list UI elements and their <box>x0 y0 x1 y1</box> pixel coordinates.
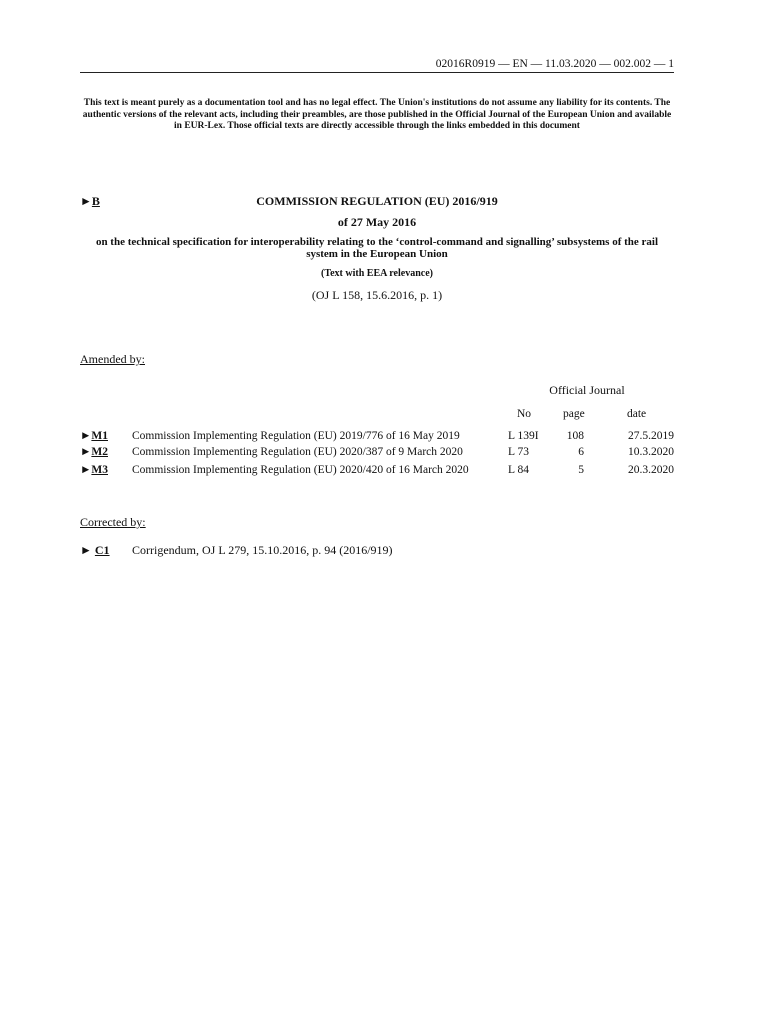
eea-relevance: (Text with EEA relevance) <box>321 268 433 279</box>
marker-arrow-icon: ► <box>80 430 92 442</box>
amendment-oj-date: 20.3.2020 <box>628 464 674 476</box>
marker-arrow-icon: ► <box>80 543 92 557</box>
amended-by-heading: Amended by: <box>80 352 145 366</box>
amendment-oj-date: 10.3.2020 <box>628 446 674 458</box>
regulation-title: COMMISSION REGULATION (EU) 2016/919 <box>256 194 498 208</box>
amendment-oj-number: L 84 <box>508 464 529 476</box>
amendment-marker[interactable] <box>80 464 108 476</box>
document-reference: 02016R0919 — EN — 11.03.2020 — 002.002 — 1 <box>435 58 674 70</box>
marker-arrow-icon: ► <box>80 464 92 476</box>
corrigendum-description: Corrigendum, OJ L 279, 15.10.2016, p. 94 (2016/919) <box>132 543 393 557</box>
corrigendum-code-link[interactable]: C1 <box>94 543 110 557</box>
column-header-date: date <box>627 408 647 420</box>
corrigendum-marker[interactable] <box>80 543 110 558</box>
amendment-code-link[interactable]: M3 <box>91 464 108 476</box>
amendment-oj-page: 6 <box>578 446 584 458</box>
amendment-oj-number: L 139I <box>508 430 539 442</box>
amendment-oj-page: 108 <box>566 430 584 442</box>
marker-arrow-icon: ► <box>80 194 92 208</box>
official-journal-heading: Official Journal <box>549 383 625 397</box>
amendment-oj-page: 5 <box>578 464 584 476</box>
column-header-no: No <box>517 408 532 420</box>
header-rule <box>80 72 674 73</box>
marker-arrow-icon: ► <box>80 446 92 458</box>
amendment-description: Commission Implementing Regulation (EU) 2019/776 of 16 May 2019 <box>132 430 460 442</box>
amendment-oj-number: L 73 <box>508 446 529 458</box>
amendment-marker[interactable] <box>80 430 108 442</box>
corrected-by-heading: Corrected by: <box>80 515 146 529</box>
column-header-page: page <box>563 408 585 420</box>
regulation-date: of 27 May 2016 <box>337 215 417 229</box>
amendment-description: Commission Implementing Regulation (EU) 2020/420 of 16 March 2020 <box>132 464 469 476</box>
oj-reference: (OJ L 158, 15.6.2016, p. 1) <box>311 288 443 302</box>
marker-code-link[interactable]: B <box>91 194 100 208</box>
amendment-marker[interactable] <box>80 446 108 458</box>
regulation-subject: on the technical specification for interoperability relating to the ‘control-command and signalling’ subsystems of the rail system in the European Union <box>95 236 659 260</box>
amendment-description: Commission Implementing Regulation (EU) 2020/387 of 9 March 2020 <box>132 446 463 458</box>
amendment-oj-date: 27.5.2019 <box>628 430 674 442</box>
amendment-code-link[interactable]: M1 <box>91 430 108 442</box>
legal-disclaimer: This text is meant purely as a documentation tool and has no legal effect. The Union's institutions do not assume any liability for its contents. The authentic versions of the relevant acts, including their preambles, are those published in the Official Journal of the European Union and available in EUR-Lex. Those official texts are directly accessible through the links embedded in this document <box>82 98 672 131</box>
amendment-code-link[interactable]: M2 <box>91 446 108 458</box>
